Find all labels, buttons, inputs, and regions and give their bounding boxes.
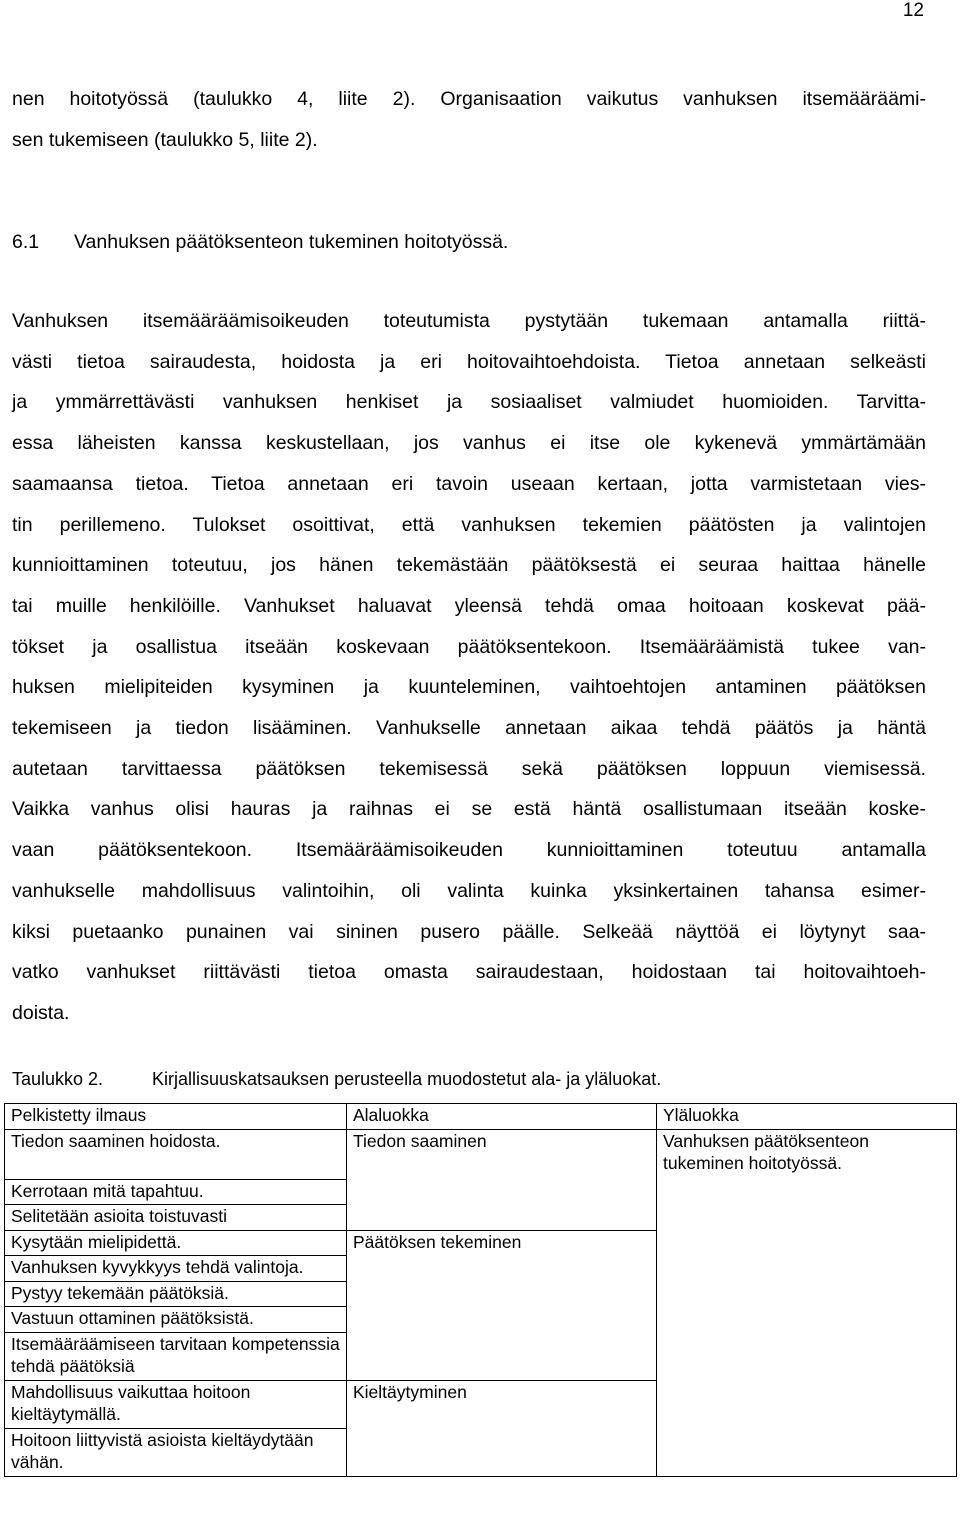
body-line: essa läheisten kanssa keskustellaan, jos vanhus ei itse ole kykenevä ymmärtämään xyxy=(12,432,926,454)
body-line: vaan päätöksentekoon. Itsemääräämisoikeuden kunnioittaminen toteutuu antamalla xyxy=(12,839,926,861)
body-line: huksen mielipiteiden kysyminen ja kuunteleminen, vaihtoehtojen antaminen päätöksen xyxy=(12,676,926,698)
table-row xyxy=(5,1129,957,1179)
table-row xyxy=(5,1205,957,1231)
body-line: ja ymmärrettävästi vanhuksen henkiset ja sosiaaliset valmiudet huomioiden. Tarvitta- xyxy=(12,391,926,413)
table-cell: Pystyy tekemään päätöksiä. xyxy=(5,1281,347,1307)
table-row xyxy=(5,1179,957,1205)
table-cell: Vastuun ottaminen päätöksistä. xyxy=(5,1307,347,1333)
body-line: Vanhuksen itsemääräämisoikeuden toteutumista pystytään tukemaan antamalla riittä- xyxy=(12,310,926,332)
table-row xyxy=(5,1428,957,1476)
body-line: saamaansa tietoa. Tietoa annetaan eri tavoin useaan kertaan, jotta varmistetaan vies- xyxy=(12,473,926,495)
page-number: 12 xyxy=(902,0,924,21)
section-number: 6.1 xyxy=(12,231,40,253)
table-caption-label: Taulukko 2. xyxy=(12,1069,104,1089)
table-caption xyxy=(12,1068,661,1090)
column-header: Alaluokka xyxy=(347,1104,657,1130)
body-line: sen tukemiseen (taulukko 5, liite 2). xyxy=(12,129,318,151)
table-row xyxy=(5,1307,957,1333)
table-row xyxy=(5,1230,957,1256)
table-cell xyxy=(657,1428,957,1476)
table-row xyxy=(5,1332,957,1380)
table-cell xyxy=(347,1256,657,1282)
table-cell: Tiedon saaminen xyxy=(347,1129,657,1179)
table-cell xyxy=(657,1256,957,1282)
column-header: Yläluokka xyxy=(657,1104,957,1130)
table-header-row xyxy=(5,1104,957,1130)
table-cell xyxy=(657,1205,957,1231)
body-line: tai muille henkilöille. Vanhukset haluavat yleensä tehdä omaa hoitoaan koskevat pää- xyxy=(12,595,926,617)
table-row xyxy=(5,1256,957,1282)
body-line: tin perillemeno. Tulokset osoittivat, että vanhuksen tekemien päätösten ja valintojen xyxy=(12,514,926,536)
body-line: tekemiseen ja tiedon lisääminen. Vanhukselle annetaan aikaa tehdä päätös ja häntä xyxy=(12,717,926,739)
table-cell xyxy=(657,1281,957,1307)
table-cell xyxy=(347,1332,657,1380)
table-cell xyxy=(657,1179,957,1205)
table-cell: Vanhuksen päätöksenteon tukeminen hoitotyössä. xyxy=(657,1129,957,1179)
table-cell xyxy=(347,1281,657,1307)
table-cell xyxy=(657,1332,957,1380)
table-cell xyxy=(657,1230,957,1256)
table-cell: Selitetään asioita toistuvasti xyxy=(5,1205,347,1231)
body-line: tökset ja osallistua itseään koskevaan päätöksentekoon. Itsemääräämistä tukee van- xyxy=(12,636,926,658)
table-cell xyxy=(347,1205,657,1231)
table-cell: Vanhuksen kyvykkyys tehdä valintoja. xyxy=(5,1256,347,1282)
body-line: kunnioittaminen toteutuu, jos hänen tekemästään päätöksestä ei seuraa haittaa hänelle xyxy=(12,554,926,576)
table-cell: Itsemääräämiseen tarvitaan kompetenssia tehdä päätöksiä xyxy=(5,1332,347,1380)
table-cell: Kerrotaan mitä tapahtuu. xyxy=(5,1179,347,1205)
table-row xyxy=(5,1281,957,1307)
categories-table xyxy=(4,1103,957,1477)
table-cell xyxy=(657,1380,957,1428)
table-cell: Tiedon saaminen hoidosta. xyxy=(5,1129,347,1179)
body-line: doista. xyxy=(12,1002,70,1024)
body-line: västi tietoa sairaudesta, hoidosta ja eri hoitovaihtoehdoista. Tietoa annetaan selkeästi xyxy=(12,351,926,373)
body-line: autetaan tarvittaessa päätöksen tekemisessä sekä päätöksen loppuun viemisessä. xyxy=(12,758,926,780)
table-cell xyxy=(347,1428,657,1476)
table-cell xyxy=(657,1307,957,1333)
table-caption-text: Kirjallisuuskatsauksen perusteella muodostetut ala- ja yläluokat. xyxy=(152,1069,662,1089)
section-heading xyxy=(12,231,926,253)
table-cell: Kysytään mielipidettä. xyxy=(5,1230,347,1256)
column-header: Pelkistetty ilmaus xyxy=(5,1104,347,1130)
body-line: vatko vanhukset riittävästi tietoa omasta sairaudestaan, hoidostaan tai hoitovaihtoeh- xyxy=(12,961,926,983)
table-cell: Mahdollisuus vaikuttaa hoitoon kieltäytymällä. xyxy=(5,1380,347,1428)
table-cell: Kieltäytyminen xyxy=(347,1380,657,1428)
body-line: vanhukselle mahdollisuus valintoihin, oli valinta kuinka yksinkertainen tahansa esimer- xyxy=(12,880,926,902)
table-cell xyxy=(347,1179,657,1205)
table-row xyxy=(5,1380,957,1428)
body-line: kiksi puetaanko punainen vai sininen pusero päälle. Selkeää näyttöä ei löytynyt saa- xyxy=(12,921,926,943)
body-line: nen hoitotyössä (taulukko 4, liite 2). Organisaation vaikutus vanhuksen itsemääräämi- xyxy=(12,88,926,110)
table-cell: Päätöksen tekeminen xyxy=(347,1230,657,1256)
section-title: Vanhuksen päätöksenteon tukeminen hoitotyössä. xyxy=(74,231,509,253)
table-cell xyxy=(347,1307,657,1333)
body-line: Vaikka vanhus olisi hauras ja raihnas ei se estä häntä osallistumaan itseään koske- xyxy=(12,798,926,820)
table-cell: Hoitoon liittyvistä asioista kieltäydytään vähän. xyxy=(5,1428,347,1476)
